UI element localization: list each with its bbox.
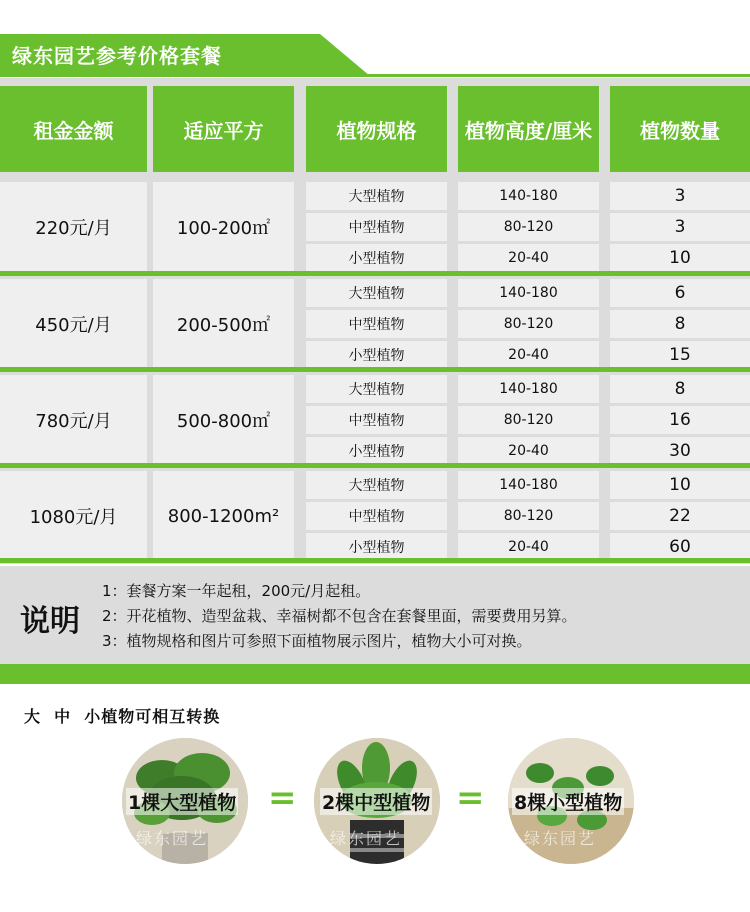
spec-cell: 中型植物 [306,406,447,434]
row-separator [0,367,750,372]
price-cell: 780元/月 [0,375,147,465]
spec-cell: 大型植物 [306,279,447,307]
height-cell: 20-40 [458,341,599,369]
area-cell: 200-500㎡ [153,279,294,369]
area-cell: 500-800㎡ [153,375,294,465]
height-cell: 140-180 [458,279,599,307]
spec-cell: 中型植物 [306,310,447,338]
watermark: 绿东园艺 [524,829,597,848]
large-plant-label: 1棵大型植物 [126,788,238,815]
spec-cell: 中型植物 [306,502,447,530]
quantity-cell: 8 [610,310,750,338]
quantity-cell: 16 [610,406,750,434]
spec-cell: 大型植物 [306,375,447,403]
quantity-cell: 10 [610,471,750,499]
area-cell: 100-200㎡ [153,182,294,272]
height-cell: 140-180 [458,182,599,210]
spec-cell: 小型植物 [306,437,447,465]
area-cell: 800-1200m² [153,471,294,561]
height-cell: 20-40 [458,244,599,272]
header-height: 植物高度/厘米 [458,86,599,172]
small-plant-label: 8棵小型植物 [512,788,624,815]
spec-cell: 小型植物 [306,341,447,369]
row-separator [0,463,750,468]
watermark: 绿东园艺 [330,829,403,848]
height-cell: 80-120 [458,406,599,434]
swap-title: 大 中 小植物可相互转换 [24,707,221,726]
price-cell: 450元/月 [0,279,147,369]
note-line: 3：植物规格和图片可参照下面植物展示图片，植物大小可对换。 [102,632,532,650]
quantity-cell: 30 [610,437,750,465]
spec-cell: 大型植物 [306,471,447,499]
note-line: 1：套餐方案一年起租，200元/月起租。 [102,582,371,600]
header-area: 适应平方 [153,86,294,172]
header-spec: 植物规格 [306,86,447,172]
price-cell: 220元/月 [0,182,147,272]
banner-rule [0,74,750,77]
quantity-cell: 3 [610,182,750,210]
quantity-cell: 60 [610,533,750,561]
spec-cell: 中型植物 [306,213,447,241]
quantity-cell: 6 [610,279,750,307]
equals-sign: = [456,778,485,818]
quantity-cell: 8 [610,375,750,403]
banner-title: 绿东园艺参考价格套餐 [12,44,222,68]
price-cell: 1080元/月 [0,471,147,561]
note-title: 说明 [20,604,80,639]
height-cell: 140-180 [458,375,599,403]
quantity-cell: 15 [610,341,750,369]
height-cell: 80-120 [458,213,599,241]
height-cell: 80-120 [458,310,599,338]
spec-cell: 小型植物 [306,244,447,272]
header-quantity: 植物数量 [610,86,750,172]
watermark: 绿东园艺 [136,829,209,848]
medium-plant-label: 2棵中型植物 [320,788,432,815]
spec-cell: 小型植物 [306,533,447,561]
header-price: 租金金额 [0,86,147,172]
note-line: 2：开花植物、造型盆栽、幸福树都不包含在套餐里面，需要费用另算。 [102,607,577,625]
height-cell: 20-40 [458,533,599,561]
height-cell: 20-40 [458,437,599,465]
height-cell: 140-180 [458,471,599,499]
quantity-cell: 22 [610,502,750,530]
quantity-cell: 3 [610,213,750,241]
spec-cell: 大型植物 [306,182,447,210]
equals-sign: = [268,778,297,818]
note-bottom-bar [0,664,750,684]
row-separator [0,558,750,563]
quantity-cell: 10 [610,244,750,272]
row-separator [0,271,750,276]
height-cell: 80-120 [458,502,599,530]
